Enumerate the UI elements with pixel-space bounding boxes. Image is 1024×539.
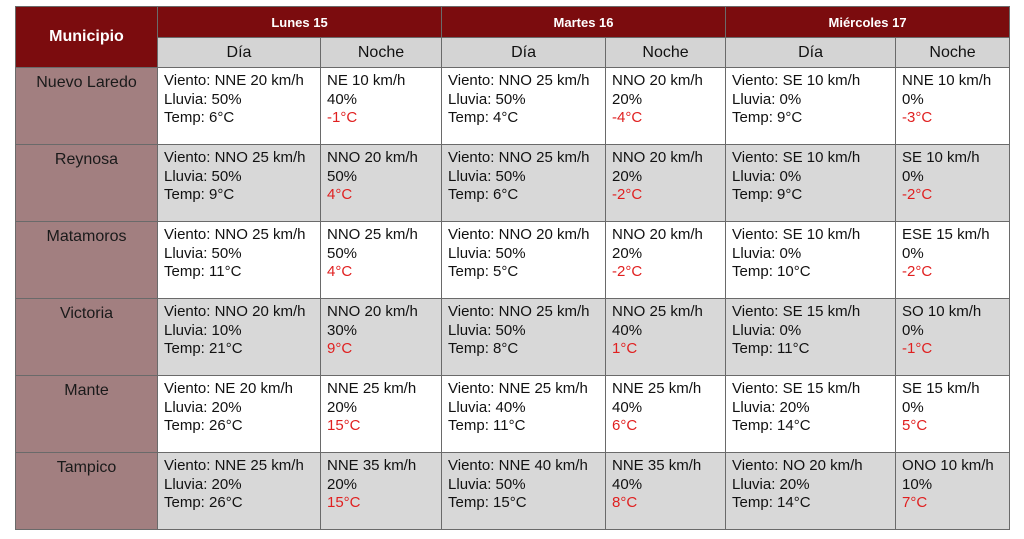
night-forecast-cell (896, 299, 1010, 376)
wind-text: NNO 25 km/h (612, 303, 703, 320)
rain-text: Lluvia: 40% (448, 398, 526, 416)
temp-text: Temp: 9°C (732, 109, 803, 126)
municipio-cell: Reynosa (16, 145, 158, 222)
night-forecast-cell (321, 222, 442, 299)
wind-text: Viento: SE 10 km/h (732, 226, 861, 243)
night-forecast-cell (321, 68, 442, 145)
day-forecast-cell (726, 299, 896, 376)
rain-text: 50% (327, 244, 358, 262)
municipio-cell: Matamoros (16, 222, 158, 299)
wind-text: SE 15 km/h (902, 380, 980, 397)
night-forecast-cell (606, 453, 726, 530)
rain-text: Lluvia: 0% (732, 321, 802, 339)
wind-text: NNO 20 km/h (327, 303, 418, 320)
wind-text: Viento: NNE 20 km/h (164, 72, 304, 89)
forecast-table-container (15, 6, 1010, 530)
rain-text: Lluvia: 50% (448, 90, 526, 108)
table-row (16, 68, 1010, 145)
night-forecast-cell (896, 222, 1010, 299)
header-municipio: Municipio (16, 7, 158, 68)
wind-text: Viento: NNO 20 km/h (164, 303, 306, 320)
wind-text: NNE 25 km/h (327, 380, 417, 397)
temp-text: Temp: 21°C (164, 340, 243, 357)
wind-text: Viento: NNE 40 km/h (448, 457, 588, 474)
night-forecast-cell (321, 453, 442, 530)
rain-text: Lluvia: 20% (732, 475, 810, 493)
day-forecast-cell (726, 376, 896, 453)
rain-text: Lluvia: 0% (732, 90, 802, 108)
wind-text: Viento: NNO 25 km/h (448, 303, 590, 320)
night-forecast-cell (321, 299, 442, 376)
rain-text: 50% (327, 167, 358, 185)
municipio-cell: Victoria (16, 299, 158, 376)
night-forecast-cell (896, 376, 1010, 453)
header-day-1: Lunes 15 (158, 7, 442, 38)
wind-text: Viento: NE 20 km/h (164, 380, 293, 397)
temp-text: -2°C (612, 263, 643, 280)
temp-text: 15°C (327, 417, 361, 434)
day-forecast-cell (158, 68, 321, 145)
day-forecast-cell (442, 68, 606, 145)
forecast-table (15, 6, 1010, 530)
temp-text: 4°C (327, 263, 353, 280)
rain-text: 20% (612, 244, 643, 262)
rain-text: 40% (327, 90, 358, 108)
wind-text: Viento: SE 15 km/h (732, 303, 861, 320)
night-forecast-cell (321, 145, 442, 222)
table-row (16, 145, 1010, 222)
rain-text: 0% (902, 321, 924, 339)
subheader-day: Día (158, 38, 321, 68)
rain-text: Lluvia: 50% (448, 321, 526, 339)
wind-text: Viento: NNE 25 km/h (164, 457, 304, 474)
temp-text: Temp: 14°C (732, 417, 811, 434)
rain-text: Lluvia: 50% (164, 90, 242, 108)
day-forecast-cell (442, 145, 606, 222)
day-forecast-cell (442, 299, 606, 376)
rain-text: Lluvia: 50% (164, 167, 242, 185)
day-forecast-cell (158, 222, 321, 299)
rain-text: 40% (612, 321, 643, 339)
temp-text: Temp: 15°C (448, 494, 527, 511)
wind-text: NE 10 km/h (327, 72, 406, 89)
temp-text: -1°C (902, 340, 933, 357)
temp-text: 9°C (327, 340, 353, 357)
temp-text: Temp: 11°C (448, 417, 526, 434)
temp-text: 5°C (902, 417, 928, 434)
municipio-cell: Tampico (16, 453, 158, 530)
table-body (16, 68, 1010, 530)
wind-text: NNE 35 km/h (612, 457, 702, 474)
day-forecast-cell (158, 299, 321, 376)
night-forecast-cell (606, 376, 726, 453)
rain-text: Lluvia: 0% (732, 167, 802, 185)
temp-text: -1°C (327, 109, 358, 126)
header-day-2: Martes 16 (442, 7, 726, 38)
rain-text: Lluvia: 20% (164, 475, 242, 493)
day-forecast-cell (442, 453, 606, 530)
day-forecast-cell (158, 453, 321, 530)
wind-text: NNO 20 km/h (327, 149, 418, 166)
temp-text: 15°C (327, 494, 361, 511)
subheader-night: Noche (896, 38, 1010, 68)
rain-text: 20% (327, 475, 358, 493)
rain-text: Lluvia: 50% (448, 167, 526, 185)
temp-text: Temp: 4°C (448, 109, 519, 126)
wind-text: Viento: NNO 25 km/h (164, 149, 306, 166)
rain-text: Lluvia: 10% (164, 321, 242, 339)
night-forecast-cell (606, 145, 726, 222)
table-row (16, 299, 1010, 376)
table-row (16, 453, 1010, 530)
wind-text: ONO 10 km/h (902, 457, 994, 474)
municipio-cell: Nuevo Laredo (16, 68, 158, 145)
day-forecast-cell (726, 453, 896, 530)
rain-text: 0% (902, 90, 924, 108)
temp-text: 1°C (612, 340, 638, 357)
temp-text: -4°C (612, 109, 643, 126)
night-forecast-cell (606, 299, 726, 376)
wind-text: Viento: SE 10 km/h (732, 149, 861, 166)
wind-text: ESE 15 km/h (902, 226, 990, 243)
rain-text: Lluvia: 20% (164, 398, 242, 416)
wind-text: Viento: NNO 25 km/h (448, 72, 590, 89)
wind-text: NNO 20 km/h (612, 72, 703, 89)
rain-text: 0% (902, 398, 924, 416)
wind-text: Viento: SE 10 km/h (732, 72, 861, 89)
temp-text: 6°C (612, 417, 638, 434)
temp-text: -3°C (902, 109, 933, 126)
rain-text: 20% (612, 90, 643, 108)
night-forecast-cell (606, 222, 726, 299)
rain-text: Lluvia: 50% (448, 244, 526, 262)
temp-text: Temp: 14°C (732, 494, 811, 511)
day-forecast-cell (158, 145, 321, 222)
rain-text: 40% (612, 475, 643, 493)
temp-text: Temp: 26°C (164, 494, 243, 511)
table-row (16, 376, 1010, 453)
night-forecast-cell (606, 68, 726, 145)
wind-text: Viento: SE 15 km/h (732, 380, 861, 397)
rain-text: 40% (612, 398, 643, 416)
night-forecast-cell (896, 453, 1010, 530)
day-forecast-cell (726, 222, 896, 299)
temp-text: Temp: 6°C (164, 109, 235, 126)
rain-text: 10% (902, 475, 933, 493)
temp-text: Temp: 26°C (164, 417, 243, 434)
wind-text: SO 10 km/h (902, 303, 982, 320)
temp-text: 4°C (327, 186, 353, 203)
wind-text: Viento: NNE 25 km/h (448, 380, 588, 397)
rain-text: Lluvia: 50% (164, 244, 242, 262)
rain-text: Lluvia: 20% (732, 398, 810, 416)
temp-text: 8°C (612, 494, 638, 511)
day-forecast-cell (726, 145, 896, 222)
temp-text: Temp: 9°C (164, 186, 235, 203)
wind-text: NNE 25 km/h (612, 380, 702, 397)
temp-text: 7°C (902, 494, 928, 511)
wind-text: NNO 25 km/h (327, 226, 418, 243)
night-forecast-cell (896, 145, 1010, 222)
subheader-day: Día (726, 38, 896, 68)
temp-text: Temp: 11°C (164, 263, 242, 280)
rain-text: 20% (327, 398, 358, 416)
day-forecast-cell (158, 376, 321, 453)
wind-text: NNO 20 km/h (612, 149, 703, 166)
temp-text: -2°C (902, 263, 933, 280)
wind-text: Viento: NNO 20 km/h (448, 226, 590, 243)
rain-text: Lluvia: 50% (448, 475, 526, 493)
wind-text: Viento: NO 20 km/h (732, 457, 863, 474)
temp-text: Temp: 6°C (448, 186, 519, 203)
day-forecast-cell (442, 222, 606, 299)
subheader-night: Noche (606, 38, 726, 68)
wind-text: Viento: NNO 25 km/h (164, 226, 306, 243)
day-forecast-cell (726, 68, 896, 145)
municipio-cell: Mante (16, 376, 158, 453)
wind-text: NNE 10 km/h (902, 72, 992, 89)
temp-text: Temp: 8°C (448, 340, 519, 357)
rain-text: 0% (902, 244, 924, 262)
temp-text: -2°C (612, 186, 643, 203)
rain-text: Lluvia: 0% (732, 244, 802, 262)
temp-text: -2°C (902, 186, 933, 203)
night-forecast-cell (896, 68, 1010, 145)
rain-text: 20% (612, 167, 643, 185)
wind-text: Viento: NNO 25 km/h (448, 149, 590, 166)
day-forecast-cell (442, 376, 606, 453)
subheader-day: Día (442, 38, 606, 68)
temp-text: Temp: 9°C (732, 186, 803, 203)
subheader-night: Noche (321, 38, 442, 68)
night-forecast-cell (321, 376, 442, 453)
temp-text: Temp: 10°C (732, 263, 811, 280)
wind-text: NNO 20 km/h (612, 226, 703, 243)
table-row (16, 222, 1010, 299)
header-day-3: Miércoles 17 (726, 7, 1010, 38)
wind-text: SE 10 km/h (902, 149, 980, 166)
temp-text: Temp: 5°C (448, 263, 519, 280)
rain-text: 0% (902, 167, 924, 185)
rain-text: 30% (327, 321, 358, 339)
wind-text: NNE 35 km/h (327, 457, 417, 474)
temp-text: Temp: 11°C (732, 340, 810, 357)
